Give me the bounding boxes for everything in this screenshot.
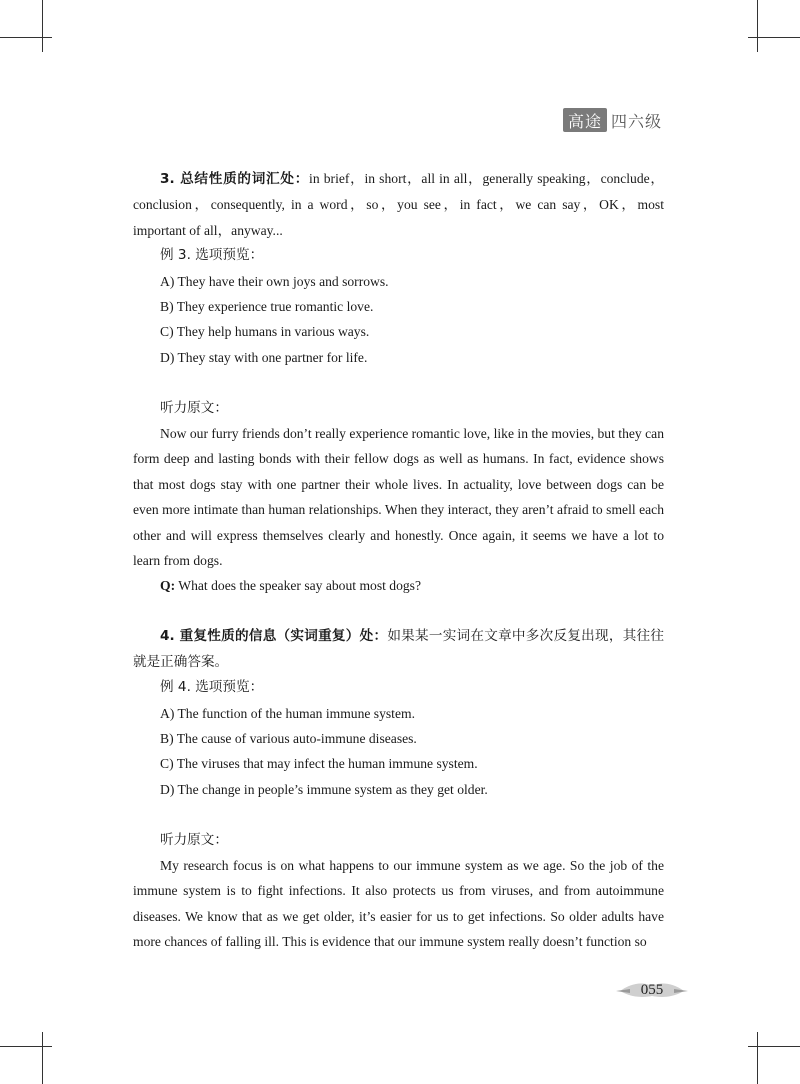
option-item: B) They experience true romantic love. [160,299,374,315]
question-3 [133,573,664,598]
page-number: 055 [640,982,664,998]
section-4-intro-text: 如果某一实词在文章中多次反复出现，其往往就是正确答案。 [133,628,664,670]
section-3-intro [133,166,664,243]
transcript-4-label: 听力原文： [160,831,228,848]
crop-mark [0,1046,52,1047]
page-number-badge [616,977,688,1005]
section-4-intro [133,624,664,675]
example-3-label: 例 3. 选项预览： [160,247,264,264]
crop-mark [42,0,43,52]
question-text: What does the speaker say about most dogs? [178,578,422,594]
transcript-3-label: 听力原文： [160,399,228,416]
crop-mark [42,1032,43,1084]
transcript-4-text: My research focus is on what happens to our immune system as we age. So the job of the immune system is to fight infections. It also protects us from viruses, and from autoimmune diseases. We know that as we get older, it’s easier for us to get infections. So older adults have more chances of falling ill. This is evidence that our immune system really doesn’t function so [133,857,664,950]
header-brand [563,108,664,132]
example-4-label: 例 4. 选项预览： [160,679,264,696]
section-3-intro-text: in brief，in short，all in all，generally speaking，conclude，conclusion，consequently, in a word，so，you see，in fact，we can say，OK，most important of all，anyway... [133,171,664,238]
crop-mark [748,1046,800,1047]
page-body [133,166,664,955]
crop-mark [757,1032,758,1084]
section-3-heading: 3. 总结性质的词汇处： [160,171,310,187]
option-item: A) The function of the human immune system. [160,705,415,721]
question-label: Q: [160,578,176,594]
section-4-heading: 4. 重复性质的信息（实词重复）处： [160,628,388,645]
brand-subtitle: 四六级 [610,111,662,131]
option-item: A) They have their own joys and sorrows. [160,273,389,289]
option-item: C) The viruses that may infect the human immune system. [160,756,478,772]
option-item: B) The cause of various auto-immune diseases. [160,730,417,746]
option-item: C) They help humans in various ways. [160,324,370,340]
transcript-3-text: Now our furry friends don’t really experience romantic love, like in the movies, but they can form deep and lasting bonds with their fellow dogs as well as humans. In fact, evidence shows that most dogs stay with one partner their whole lives. In actuality, love between dogs can be even more intimate than human relationships. When they interact, they aren’t afraid to smell each other and will express themselves clearly and honestly. Once again, it seems we have a lot to learn from dogs. [133,426,664,569]
crop-mark [748,37,800,38]
brand-logo-text: 高途 [563,108,607,132]
crop-mark [757,0,758,52]
option-item: D) They stay with one partner for life. [160,349,368,365]
crop-mark [0,37,52,38]
option-item: D) The change in people’s immune system as they get older. [160,781,488,797]
